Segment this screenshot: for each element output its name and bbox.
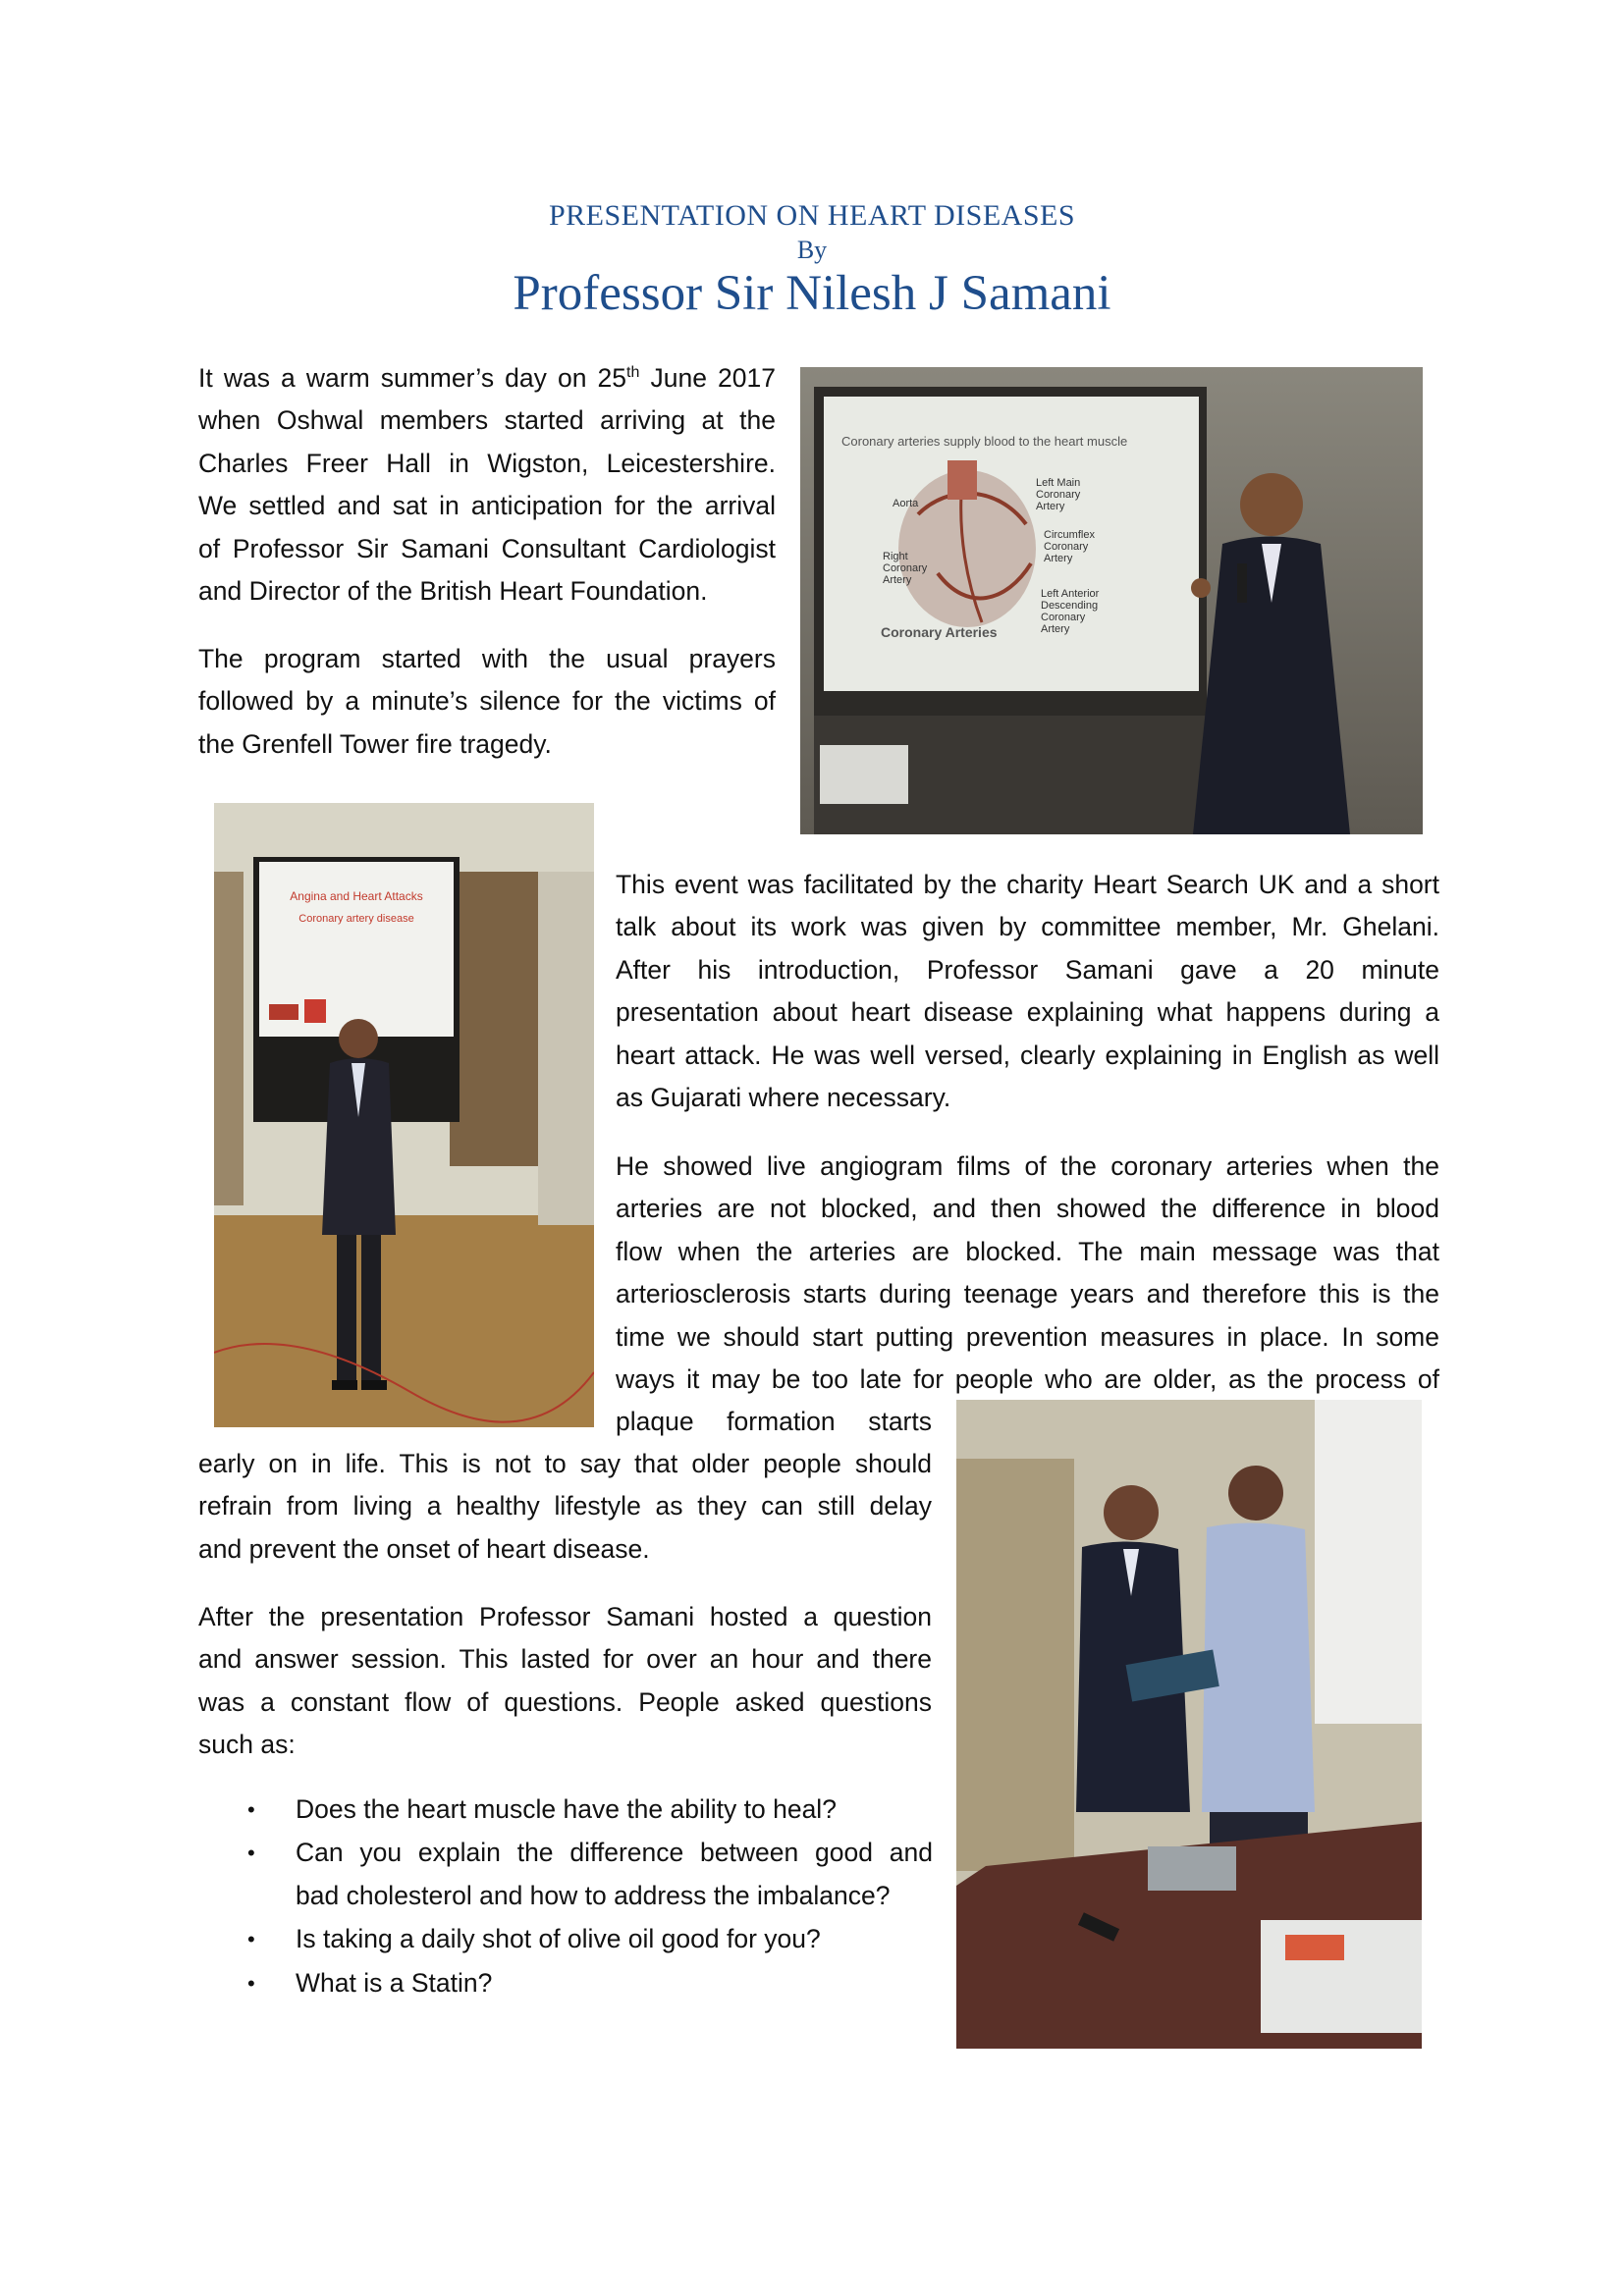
prayers-paragraph: The program started with the usual prayers followed by a minute’s silence for the victims of the Grenfell Tower fire tragedy. (198, 644, 776, 759)
list-item: • Does the heart muscle have the ability to heal? (196, 1789, 943, 1831)
qa-paragraph: After the presentation Professor Samani hosted a question and answer session. This lasted for over an hour and there was a constant flow of questions. People asked questions such as: (198, 1602, 932, 1760)
bullet-icon: • (247, 1797, 255, 1822)
bullet-icon: • (247, 1927, 255, 1952)
title-by: By (796, 236, 828, 264)
photo-presenter-angina-slide (214, 803, 594, 1427)
slide1-label-right-coronary: Right Coronary Artery (883, 551, 928, 586)
bullet-icon: • (247, 1970, 255, 1996)
intro-paragraph: It was a warm summer’s day on 25th June 2017 when Oshwal members started arriving at the Charles Freer Hall in Wigston, Leicestershire. We settled and sat in anticipation for the arrival of Professor Sir Samani Consultant Cardiologist and Director of the British Heart Foundation. (198, 363, 776, 607)
question-list (196, 1789, 943, 2005)
slide1-label-lad: Left Anterior Descending Coronary Artery (1041, 588, 1100, 635)
angiogram-paragraph-part3: early on in life. This is not to say that older people should refrain from living a healthy lifestyle as they can still delay and prevent the onset of heart disease. (198, 1449, 932, 1564)
list-item: • Can you explain the difference between good and bad cholesterol and how to address the imbalance? (196, 1832, 943, 1917)
slide1-label-aorta: Aorta (893, 498, 919, 509)
list-item: • Is taking a daily shot of olive oil good for you? (196, 1918, 943, 1960)
angiogram-paragraph-part2: plaque formation starts (616, 1407, 932, 1436)
slide1-label-circumflex: Circumflex Coronary Artery (1044, 529, 1095, 564)
slide1-caption: Coronary Arteries (881, 624, 998, 640)
slide1-label-left-main: Left Main Coronary Artery (1036, 477, 1081, 512)
photo-presenter-coronary-slide (800, 367, 1423, 834)
slide2-title: Angina and Heart Attacks (290, 889, 423, 903)
angiogram-paragraph-part1: He showed live angiogram films of the coronary arteries when the arteries are not blocked, and then showed the difference in blood flow when the arteries are blocked. The main message was that arteriosclerosis starts during teenage years and therefore this is the time we should start putting prevention measures in place. In some ways it may be too late for people who are older, as the process of (616, 1151, 1439, 1395)
bullet-icon: • (247, 1841, 255, 1866)
photo-book-presentation (956, 1400, 1422, 2049)
document-title: PRESENTATION ON HEART DISEASES (548, 199, 1076, 232)
slide1-heading: Coronary arteries supply blood to the heart muscle (841, 434, 1128, 449)
speaker-name: Professor Sir Nilesh J Samani (513, 266, 1111, 321)
facilitation-paragraph: This event was facilitated by the charity Heart Search UK and a short talk about its work was given by committee member, Mr. Ghelani. After his introduction, Professor Samani gave a 20 minute presentation about heart disease explaining what happens during a heart attack. He was well versed, clearly explaining in English as well as Gujarati where necessary. (616, 870, 1439, 1113)
slide2-subtitle: Coronary artery disease (298, 913, 414, 925)
list-item: • What is a Statin? (196, 1962, 943, 2004)
photo-book-presentation-art (956, 1400, 1422, 2049)
